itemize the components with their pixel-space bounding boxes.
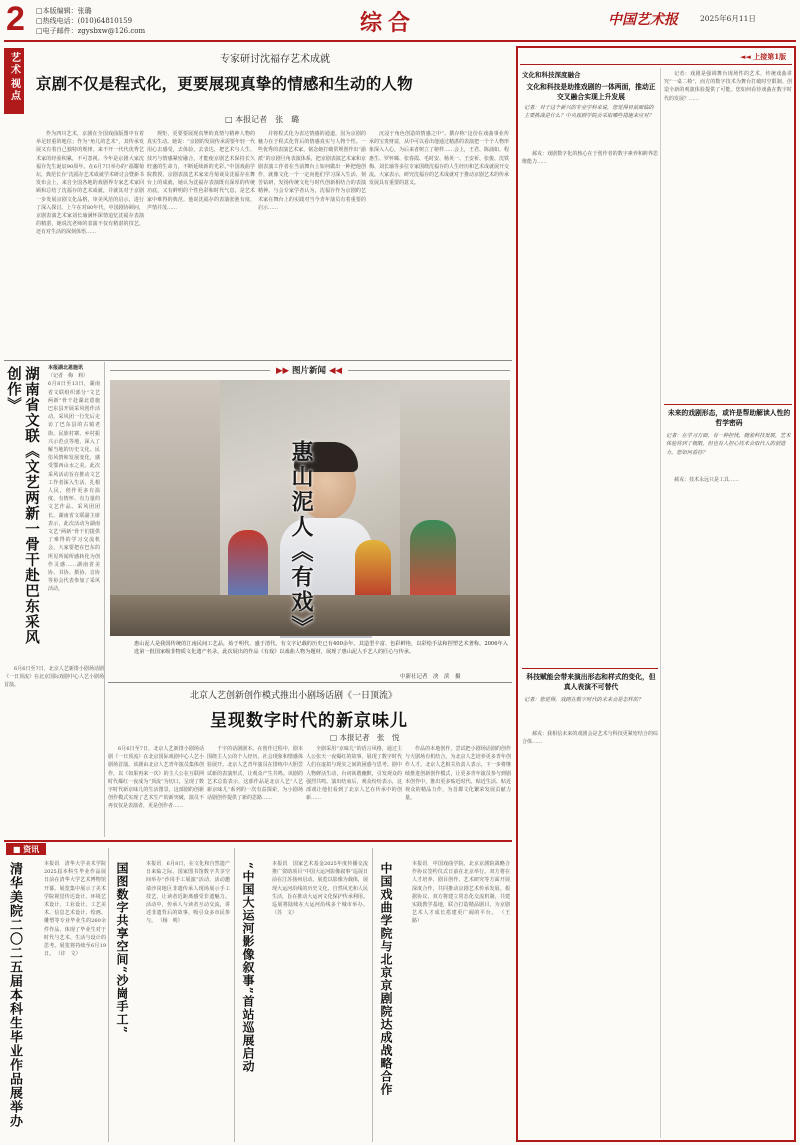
- page-number: 2: [6, 0, 25, 38]
- article3-col3: [306, 745, 402, 835]
- article2-lower: [4, 665, 104, 837]
- rule-v3: [234, 848, 235, 1142]
- right-col3-text: 郝戎：我相信未来的戏剧会是艺术与科技更紧密结合的综合体……: [522, 731, 658, 746]
- side-label-bottom: 视点: [8, 78, 20, 102]
- right-tag-rule: [520, 64, 792, 65]
- picnews-title: 惠山泥人《有戏》: [288, 440, 314, 640]
- arrow-right-icon: ▶▶: [276, 366, 293, 376]
- header-meta: [36, 6, 246, 36]
- article1-col3-text: 并将程式化为表达情感的通道，因为京剧的魅力在于程式化背后的情感真实与人物个性。一些优秀的表演艺术家，铭念她打破常规创作出“渝派”的京剧旦角表演体系，把京剧表演艺术家和京剧表演工作者在当前舞台上如何做出一种把他创作，就像文化一个一定向他们学习深入生活、刻苦钻研，发扬传统文化与时代创新相结合的表演精神。与会专家学者认为，沈福存作为京剧的艺术家在舞台上的实践对当今青年演员有着重要的启示……: [258, 131, 366, 211]
- article2-headline: 湖南省文联《文艺两新一骨干赴巴东采风创作》: [5, 366, 40, 645]
- article1-kicker: 专家研讨沈福存艺术成就: [220, 54, 330, 65]
- brief4-body: 本报讯 中国戏曲学院、北京京剧院战略合作协议签约仪式日前在北京举行。双方将在人才培养、剧目创作、艺术研究等方面开展深度合作，共同推动京剧艺术传承发展。根据协议，双方将建立常态化交流机制，共建实践教学基地，联合打造精品剧目，为京剧艺术人才成长搭建更广阔的平台。: [412, 861, 510, 917]
- right-rule-b: [664, 404, 792, 405]
- brief1-headline: 清华美院二〇二五届本科生毕业作品展举办: [7, 862, 22, 1128]
- rule-v4: [372, 848, 373, 1142]
- brief1-author: （许 文）: [55, 951, 81, 958]
- picnews-credit: 中新社记者 泱 滨 摄: [400, 674, 461, 680]
- right-rule-mid: [522, 668, 658, 669]
- right-col2: [664, 70, 792, 400]
- masthead: 中国艺术报: [608, 12, 678, 28]
- article2-by: （记者 梅 莉）: [48, 373, 89, 380]
- article1-col3: [258, 130, 366, 355]
- rule-a2: [108, 682, 512, 683]
- article1-col2-text: 规矩，更要要展现真挚的真情与精神人物的真实生动。她说：“京剧的发展传承需要年轻一代用心去感受，去体验，去表达，把艺术与人生、技巧与情感紧密融合，才能使京剧艺术保持长久旺盛的生命力，不断延续新的光彩。”中国戏曲学院教授、京剧表演艺术家宋丹菊谈及沈福存在舞台上的成就，她认为沈福存表演既有深厚的传统功底，又有鲜明的个性色彩和时代气息，是艺术家中难得的典范。他说沈福存的表演张弛有度、声情并茂……: [147, 131, 255, 211]
- article1-col4-text: 沉浸于角色创造的情感之中”。撰存称“这份在戏曲事业传承的宝贵财富，从中可以看出他通过精湛的表演把一个个人物形象深入人心，为后来者树立了榜样……会上，王君、陈浦如、程惠生、罗怀臻、张春霞、毛时安、杨英一、王安祈、张俊、沈铁梅、刘长瑜等多位专家围绕沈福存的人生经历和艺术成就展开交流。大家表示，研究沈福存的艺术成就对于推动京剧艺术的传承发展具有重要的意义。: [369, 131, 510, 187]
- article3-col3-text: 全剧采用“京味儿”的语言风格，通过主人公张天一夜爆红的故事，展现了数字时代人们在虚拟与现实之间的困惑与思考。剧中人物鲜活生动，台词诙谐幽默，引发观众的强烈共鸣。演出结束后，观众纷纷表示，这部戏让他们看到了北京人艺在传承中的创新……: [306, 746, 402, 802]
- right-sub2: 未来的戏剧形态，或许是帮助解读人性的哲学密码: [667, 409, 791, 427]
- rule-v1: [104, 362, 105, 837]
- right-intro: 文化和科技深度融合: [522, 71, 581, 79]
- right-vrule: [660, 68, 661, 1138]
- right-col1: [522, 150, 658, 665]
- article3-col2: [207, 745, 303, 835]
- header-rule: [4, 40, 796, 42]
- section-title: 综合: [360, 10, 417, 36]
- article1-col2: [147, 130, 255, 355]
- article3-col1-text: 6月6日至7日，北京人艺新排小剧场话剧《一日顶流》在北京国际戏剧中心人艺小剧场首演。该剧由北京人艺青年演员集体创作，以《如果再来一次》的主人公在互联网时代爆红一夜成为“顶流”为切口，呈现了数字时代新京味儿的生活图景。这部剧的创新创作模式实现了艺术生产的新突破，演员不再仅仅是表演者，更是创作者……: [108, 746, 204, 810]
- article3-col4-text: 作品的本地创作，尝试把小剧场话剧的创作与大剧场有机结合，为北京人艺培养更多青年创作人才。北京人艺相关负责人表示，下一步将继续推进创新创作模式，让更多青年演员参与到剧本创作中，推出更多贴近时代、贴近生活、贴近观众的精品力作，为首都文化繁荣发展贡献力量。: [405, 746, 511, 802]
- figurine-right: [410, 520, 456, 600]
- right-col4: [664, 476, 792, 1138]
- article1-col4: [369, 130, 509, 355]
- briefs-label: [6, 843, 46, 855]
- brief3-author: （苏 文）: [272, 910, 298, 917]
- brief3-col: [272, 860, 368, 1140]
- brief2-col: [146, 860, 230, 1140]
- article1-byline: □ 本报记者 张 璐: [225, 115, 300, 124]
- figurine-center: [355, 540, 391, 602]
- arrow-left-icon: ◀◀: [326, 366, 343, 376]
- brief4-col: [412, 860, 515, 1140]
- article2-col: [48, 364, 100, 614]
- article3-kicker: 北京人艺创新创作模式推出小剧场话剧《一日顶流》: [190, 691, 398, 701]
- article3-byline: □ 本报记者 张 悦: [330, 733, 400, 742]
- rule-v2: [108, 848, 109, 1142]
- article1-headline: 京剧不仅是程式化，更要展现真挚的情感和生动的人物: [36, 74, 413, 93]
- article3-headline: 呈现数字时代的新京味儿: [210, 711, 408, 731]
- right-col3: [522, 730, 658, 1140]
- picnews-caption: 惠山泥人是我国传统的江南民间工艺品，始于明代，盛于清代。有文字记载的历史已有400余年。其造型丰富、色彩鲜艳，以彩绘手法和捏塑艺术著称。2006年入选第一批国家级非物质文化遗产名录。此次展出的作品《有戏》以戏曲人物为题材，展现了惠山泥人手艺人的匠心与传承。: [134, 641, 508, 656]
- square-icon: ■: [12, 844, 24, 854]
- right-sub1: 文化和科技是助推戏剧的一体两面，推动正交叉融合实现上升发展: [526, 83, 656, 101]
- rule-a1: [4, 360, 512, 361]
- brief4-headline: 中国戏曲学院与北京京剧院达成战略合作: [379, 862, 393, 1096]
- rule-briefs: [4, 840, 512, 842]
- email: □电子邮件：zgysbxw@126.com: [36, 27, 146, 35]
- issue-date: 2025年6月11日: [700, 14, 756, 23]
- article2-lower-text: 6月6日至7日，北京人艺新排小剧场话剧《一日顶流》在北京国际戏剧中心人艺小剧场首演。: [4, 666, 105, 689]
- article3-col4: [405, 745, 511, 835]
- picnews-header: [110, 364, 510, 376]
- brief1-col: [44, 860, 106, 1140]
- brief1-body: 本报讯 清华大学美术学院2025届本科生毕业作品展日前在清华大学艺术博物馆开幕。展览集中展示了美术学院视觉传达设计、环境艺术设计、工业设计、工艺美术、信息艺术设计、绘画、雕塑等专业毕业生的260余件作品，体现了毕业生对于时代与艺术、生活与设计的思考。展览将持续至6月19日。: [44, 861, 106, 958]
- hotline: □热线电话：(010)64810159: [36, 17, 133, 25]
- brief2-author: （杨 明）: [157, 918, 183, 925]
- brief2-headline: 国图数字共享空间“沙崗手工”: [115, 862, 129, 1034]
- article3-col1: [108, 745, 204, 835]
- picnews-label: [270, 364, 348, 376]
- right-sub3: 科技赋能会带来演出形态和样式的变化，但真人表演不可替代: [526, 673, 656, 691]
- side-label-top: 艺术: [8, 52, 20, 76]
- picnews-photo: [110, 380, 510, 640]
- briefs-label-text: 资讯: [23, 844, 40, 854]
- continued-tag: ◄◄ 上接第1版: [740, 52, 787, 61]
- right-col2-text: 记者：戏剧是强调舞台现场性的艺术，传统戏曲讲究“一桌二椅”，而方的数字技术为舞台打破时空限制、创造全新的观演体验提供了可能。您如何看待戏曲在数字时代的发展？……: [664, 71, 792, 102]
- brief4-author: （王 路）: [412, 910, 515, 925]
- right-q2: 记者：在学习方面，有一种担忧，随着科技发展，艺术体验将到了极限，但也有人担心技术会取代人的创造力。您如何看待？: [666, 433, 791, 456]
- brief3-headline: “中国大运河影像叙事”首站巡展启动: [241, 862, 255, 1073]
- article2-kicker: 本报湖北恩施讯: [48, 365, 84, 371]
- right-q3: 记者：您觉得，戏剧在数字时代的未来会是怎样的？: [524, 697, 644, 703]
- side-label: [4, 48, 24, 114]
- editor-line: □本版编辑：张璐: [36, 7, 92, 15]
- article2-body: 6月8日至13日，湖南省文联组织部分“文艺两新”骨干赴湖北恩施巴东县开展采风创作活动。采风团一行先后走访了巴东县的古镇老街、民族村寨、乡村振兴示范点等地，深入了解当地的历史文化、民俗风情和发展变化，感受鄂西山水之美。此次采风活动旨在推动文艺工作者深入生活、扎根人民，创作更多有温度、有情怀、有力量的文艺作品。采风团团长、湖南省文联副主席表示，此次活动为湖南文艺“两新”骨干们提供了难得的学习交流机会，大家要把在巴东的所见所闻所感转化为创作灵感……湖南省美协、书协、摄协、音协等协会代表参加了采风活动。: [48, 381, 100, 593]
- brief3-body: 本报讯 国家艺术基金2025年度传播交流推广资助项目“中国大运河影像叙事”巡展日前在江苏扬州启动。展览以影像为载体，展现大运河沿线的历史文化、自然风光和人民生活，旨在推动大运河文化保护传承利用。巡展将陆续在大运河沿线多个城市举办。: [272, 861, 368, 909]
- right-col4-text: 郝戎：技术永远只是工具……: [674, 477, 740, 483]
- right-col1-text: 郝戎：戏剧数字化的核心在于创作者的数字素养和跨界思维能力……: [522, 151, 658, 166]
- brief2-body: 本报讯 6月8日，在文化和自然遗产日来临之际，国家图书馆数字共享空间举办“沙岗手工展演”活动，活动邀请沙岗地区非遗传承人现场展示手工技艺，让读者近距离感受非遗魅力。活动中，传承人与读者互动交流，讲述非遗背后的故事，吸引众多市民参与。: [146, 861, 230, 925]
- picnews-label-text: 图片新闻: [292, 366, 327, 376]
- article3-col2-text: 千字的话剧剧本。在创作过程中，剧本围绕主人公的个人经历、社会现象和情感体验展开。北京人艺青年演员在排练中大胆尝试新的表演形式，让观众产生共鸣。该剧的艺术总监表示，这部作品是北京人艺“人艺新京味儿”系列的一次有益探索，为小剧场话剧创作提供了新的思路……: [207, 746, 303, 802]
- right-q1: 记者：对于这个新兴的专业学科来说，您觉得目前面临的主要挑战是什么？中央戏剧学院会采取哪些措施来应对？: [524, 105, 654, 120]
- article1-col1-text: 作为四川艺术，京剧在全国戏曲版图中有着举足轻重的地位；作为“角儿的艺术”，其传承发展又有着自己独特的规律。来不开一代代优秀艺术家的经验积累，不可忽视。今年是京剧大家沈福存先生诞辰90周年。在6月7日举办的“福耀菊坛，典范长存”沈福存艺术成就学术研讨会暨新书发布会上，来自全国各地的戏剧界专家艺术家回顾和总结了沈福存的艺术成就，并就其对于京剧一步发展京剧文化品格，审美风范的启示，进行了深入探讨。上午在对80年代，中国剧协顾问，京剧表演艺术家刘长瑜满怀深情追忆沈福存表演的精湛，她说沈老师的表演不仅有精湛的技艺，还有对生活的深刻体悟……: [36, 131, 144, 236]
- figurine-left: [228, 530, 268, 600]
- article1-col1: [36, 130, 144, 355]
